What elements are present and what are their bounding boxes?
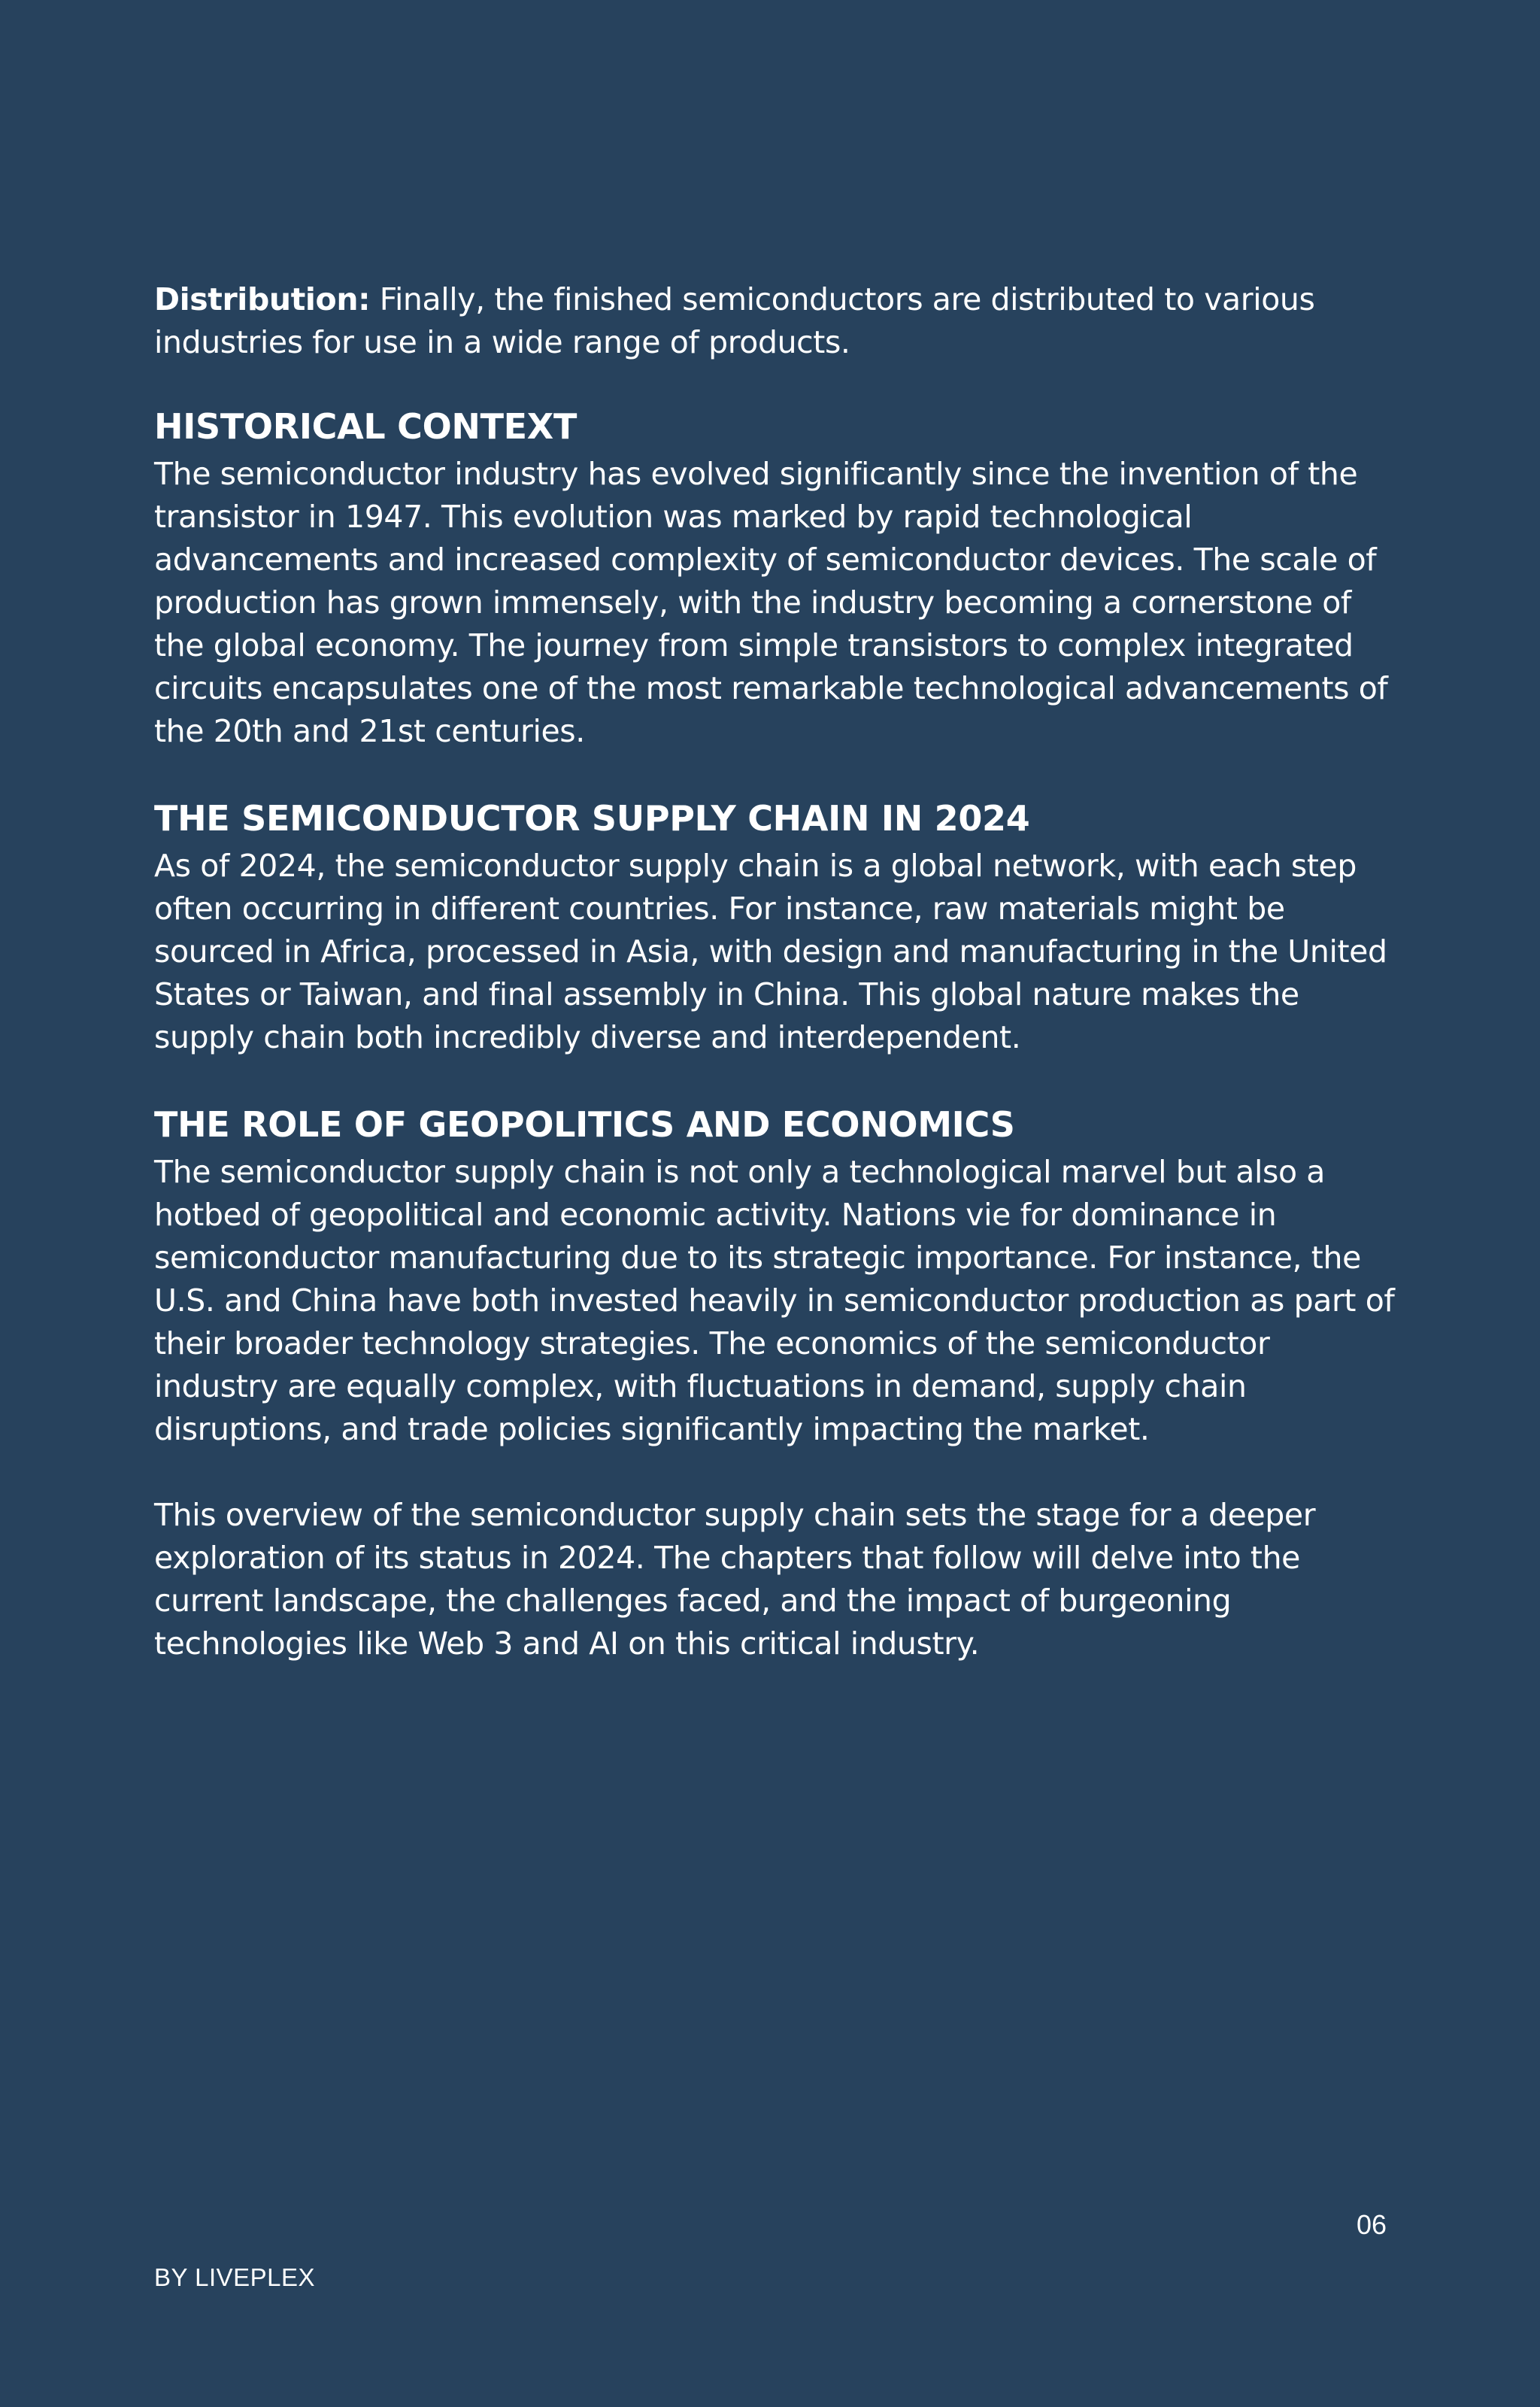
footer-brand: BY LIVEPLEX bbox=[154, 2263, 316, 2291]
geopolitics-heading: THE ROLE OF GEOPOLITICS AND ECONOMICS bbox=[154, 1104, 1015, 1145]
overview-paragraph: This overview of the semiconductor supply chain sets the stage for a deeper exploration of its status in 2024. The chapters that follow will delve into the current landscape, the challenges faced, and the impact of burgeoning technologies like Web 3 and AI on this critical industry. bbox=[154, 1497, 1316, 1662]
geopolitics-paragraph: The semiconductor supply chain is not only a technological marvel but also a hotbed of geopolitical and economic activity. Nations vie for dominance in semiconductor manufacturing due to its strategic importance. For instance, the U.S. and China have both invested heavily in semiconductor production as part of their broader technology strategies. The economics of the semiconductor industry are equally complex, with fluctuations in demand, supply chain disruptions, and trade policies significantly impacting the market. bbox=[154, 1154, 1395, 1447]
distribution-paragraph bbox=[154, 278, 1395, 364]
supply-chain-2024-heading: THE SEMICONDUCTOR SUPPLY CHAIN IN 2024 bbox=[154, 798, 1030, 839]
historical-context-heading: HISTORICAL CONTEXT bbox=[154, 406, 578, 447]
supply-chain-2024-paragraph: As of 2024, the semiconductor supply chain is a global network, with each step often occurring in different countries. For instance, raw materials might be sourced in Africa, processed in Asia, with design and manufacturing in the United States or Taiwan, and final assembly in China. This global nature makes the supply chain both incredibly diverse and interdependent. bbox=[154, 848, 1387, 1055]
page-number: 06 bbox=[1356, 2209, 1387, 2240]
distribution-text: Finally, the finished semiconductors are distributed to various industries for use in a wide range of products. bbox=[154, 281, 1315, 360]
page-content bbox=[154, 278, 1395, 1665]
distribution-lead: Distribution: bbox=[154, 281, 371, 317]
historical-context-paragraph: The semiconductor industry has evolved significantly since the invention of the transistor in 1947. This evolution was marked by rapid technological advancements and increased complexity of semiconductor devices. The scale of production has grown immensely, with the industry becoming a cornerstone of the global economy. The journey from simple transistors to complex integrated circuits encapsulates one of the most remarkable technological advancements of the 20th and 21st centuries. bbox=[154, 456, 1388, 749]
